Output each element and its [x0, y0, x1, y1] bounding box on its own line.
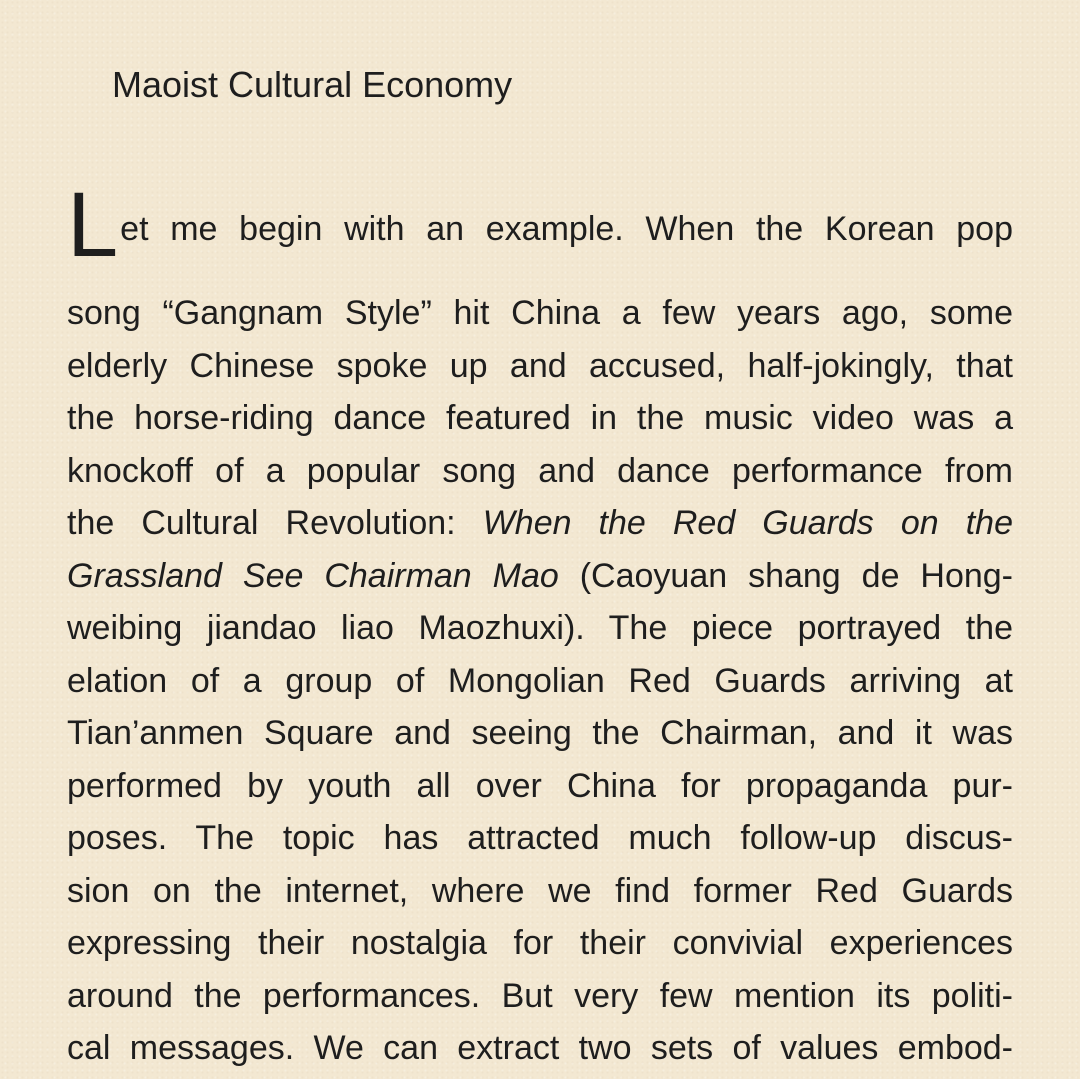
text-line: performed by youth all over China for propaganda pur-: [67, 766, 1013, 805]
text-line: around the performances. But very few mention its politi-: [67, 976, 1013, 1015]
text-line: Tian’anmen Square and seeing the Chairman, and it was: [67, 714, 1013, 752]
first-paragraph-line: [67, 174, 1013, 276]
text-line: expressing their nostalgia for their convivial experiences: [67, 924, 1013, 962]
text-line: et me begin with an example. When the Korean pop: [120, 210, 1013, 248]
italic-title-span: Grassland See Chairman Mao: [67, 556, 559, 595]
chapter-running-header: Maoist Cultural Economy: [112, 64, 513, 105]
text-line: cal messages. We can extract two sets of values embod-: [67, 1029, 1013, 1067]
text-line: elderly Chinese spoke up and accused, half-jokingly, that: [67, 346, 1013, 385]
text-line: elation of a group of Mongolian Red Guards arriving at: [67, 661, 1013, 700]
text-line: [67, 550, 1013, 603]
text-line: knockoff of a popular song and dance performance from: [67, 451, 1013, 490]
text-line: [67, 497, 1013, 550]
italic-title-span: When the Red Guards on the: [482, 504, 1013, 542]
text-line: poses. The topic has attracted much follow-up discus-: [67, 819, 1013, 857]
text-span: (Caoyuan shang de Hong-: [558, 556, 1014, 595]
text-line: sion on the internet, where we find former Red Guards: [67, 871, 1013, 910]
text-line: song “Gangnam Style” hit China a few years ago, some: [67, 294, 1013, 332]
body-text: [67, 174, 1014, 1075]
drop-cap: L: [67, 174, 119, 276]
text-line: weibing jiandao liao Maozhuxi). The piece portrayed the: [67, 609, 1013, 647]
text-span: the Cultural Revolution:: [67, 504, 483, 542]
text-line: the horse-riding dance featured in the music video was a: [67, 399, 1013, 437]
